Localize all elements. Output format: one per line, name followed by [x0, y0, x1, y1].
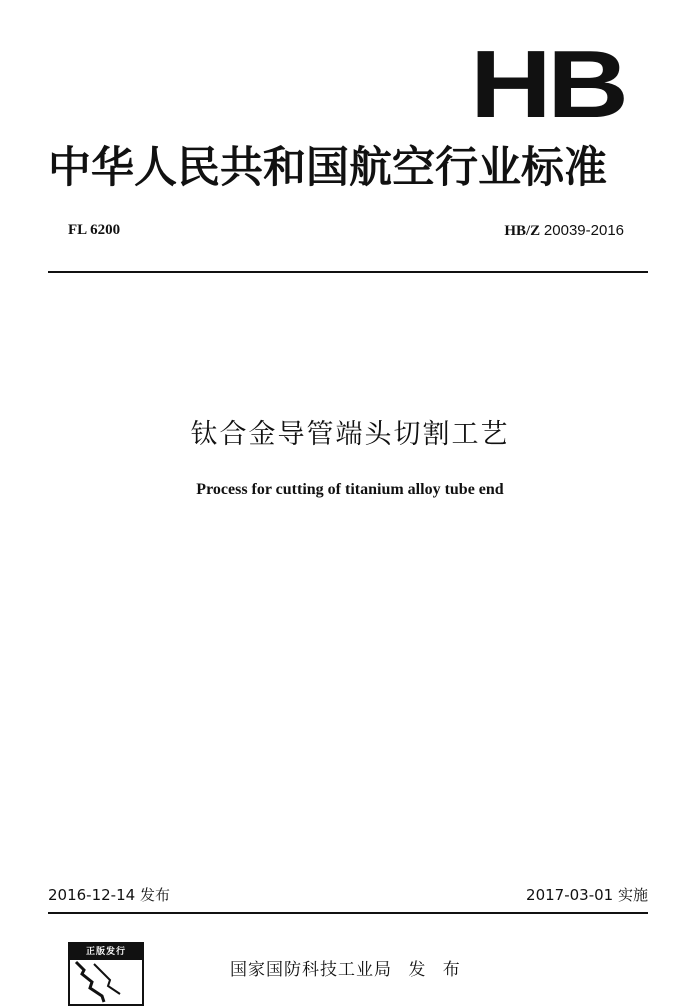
- stamp-label: 正版发行: [70, 944, 142, 960]
- standard-number-value: 20039-2016: [543, 222, 624, 239]
- issuing-authority: 国家国防科技工业局 发 布: [230, 960, 461, 980]
- implementation-date: 2017-03-01 实施: [526, 886, 648, 904]
- genuine-edition-stamp: [68, 942, 144, 1006]
- standard-prefix: HB/Z: [504, 223, 541, 239]
- standard-category-title: 中华人民共和国航空行业标准: [48, 143, 607, 193]
- issue-date: 2016-12-14 发布: [48, 886, 170, 904]
- hb-logo: HB: [470, 31, 625, 138]
- document-title-en: Process for cutting of titanium alloy tube end: [196, 481, 504, 498]
- classification-code: FL 6200: [68, 222, 121, 238]
- stamp-emblem-icon: [70, 960, 142, 1006]
- standard-number: [504, 222, 624, 240]
- document-title-cn: 钛合金导管端头切割工艺: [190, 419, 510, 450]
- header-divider: [48, 271, 648, 273]
- footer-divider: [48, 912, 648, 914]
